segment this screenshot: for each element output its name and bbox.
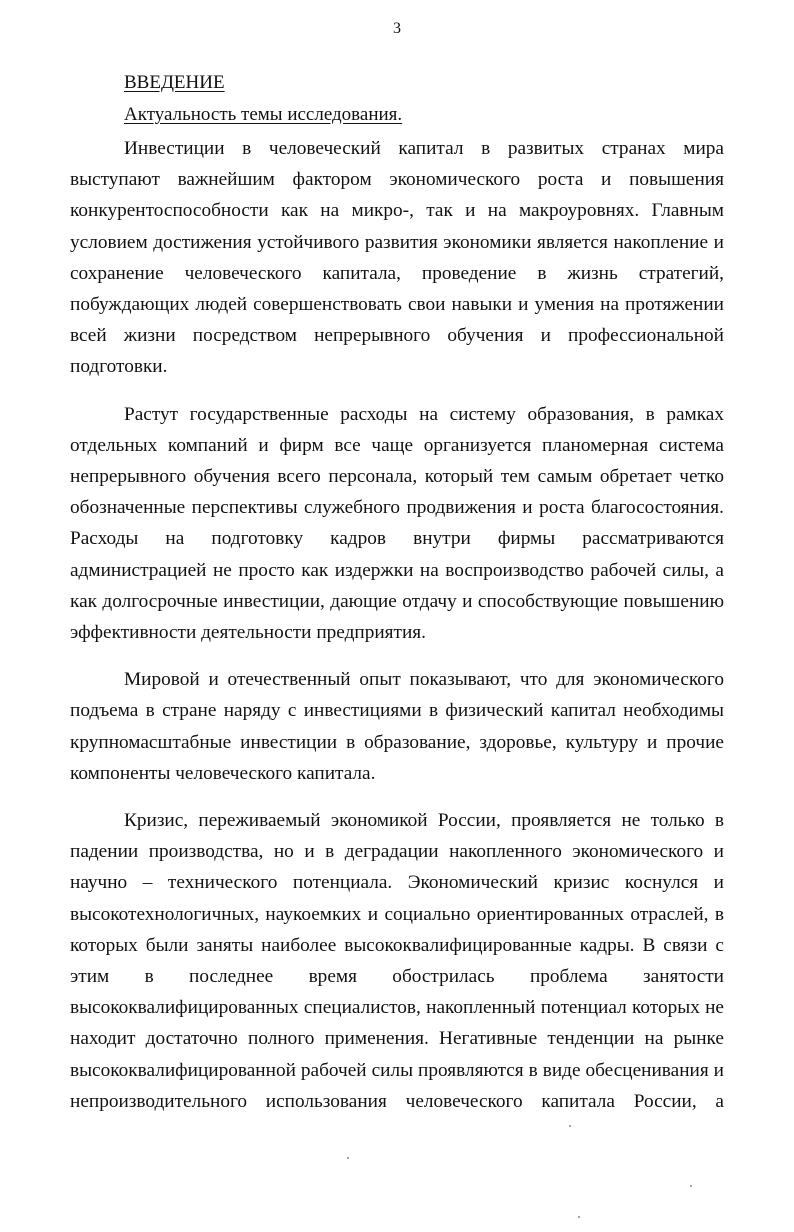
section-heading: ВВЕДЕНИЕ [124, 72, 225, 93]
page-number: 3 [393, 20, 401, 37]
scan-speck [347, 1157, 349, 1159]
scan-speck [578, 1216, 580, 1218]
paragraph-2: Растут государственные расходы на систему образования, в рамках отдельных компаний и фирм все чаще организуется планомерная система непрерывного обучения всего персонала, который тем самым обретает четко обозначенные перспективы служебного продвижения и роста благосостояния. Расходы на подготовку кадров внутри фирмы рассматриваются администрацией не просто как издержки на воспроизводство рабочей силы, а как долгосрочные инвестиции, дающие отдачу и способствующие повышению эффективности деятельности предприятия. [70, 403, 724, 644]
scan-speck [690, 1185, 692, 1187]
paragraph-3: Мировой и отечественный опыт показывают, что для экономического подъема в стране наряду с инвестициями в физический капитал необходимы крупномасштабные инвестиции в образование, здоровье, культуру и прочие компоненты человеческого капитала. [70, 669, 724, 784]
subsection-heading: Актуальность темы исследования. [124, 104, 403, 125]
scan-speck [569, 1125, 571, 1127]
paragraph-4: Кризис, переживаемый экономикой России, проявляется не только в падении производства, но и в деградации накопленного экономического и научно – технического потенциала. Экономический кризис коснулся и высокотехнологичных, наукоемких и социально ориентированных отраслей, в которых были заняты наиболее высококвалифицированные кадры. В связи с этим в последнее время обострилась проблема занятости высококвалифицированных специалистов, накопленный потенциал которых не находит достаточно полного применения. Негативные тенденции на рынке высококвалифицированной рабочей силы проявляются в виде обесценивания и непроизводительного использования человеческого капитала России, а [70, 810, 724, 1112]
body-text [70, 133, 724, 1117]
paragraph-1: Инвестиции в человеческий капитал в развитых странах мира выступают важнейшим фактором экономического роста и повышения конкурентоспособности как на микро-, так и на макроуровнях. Главным условием достижения устойчивого развития экономики является накопление и сохранение человеческого капитала, проведение в жизнь стратегий, побуждающих людей совершенствовать свои навыки и умения на протяжении всей жизни посредством непрерывного обучения и профессиональной подготовки. [70, 138, 724, 378]
